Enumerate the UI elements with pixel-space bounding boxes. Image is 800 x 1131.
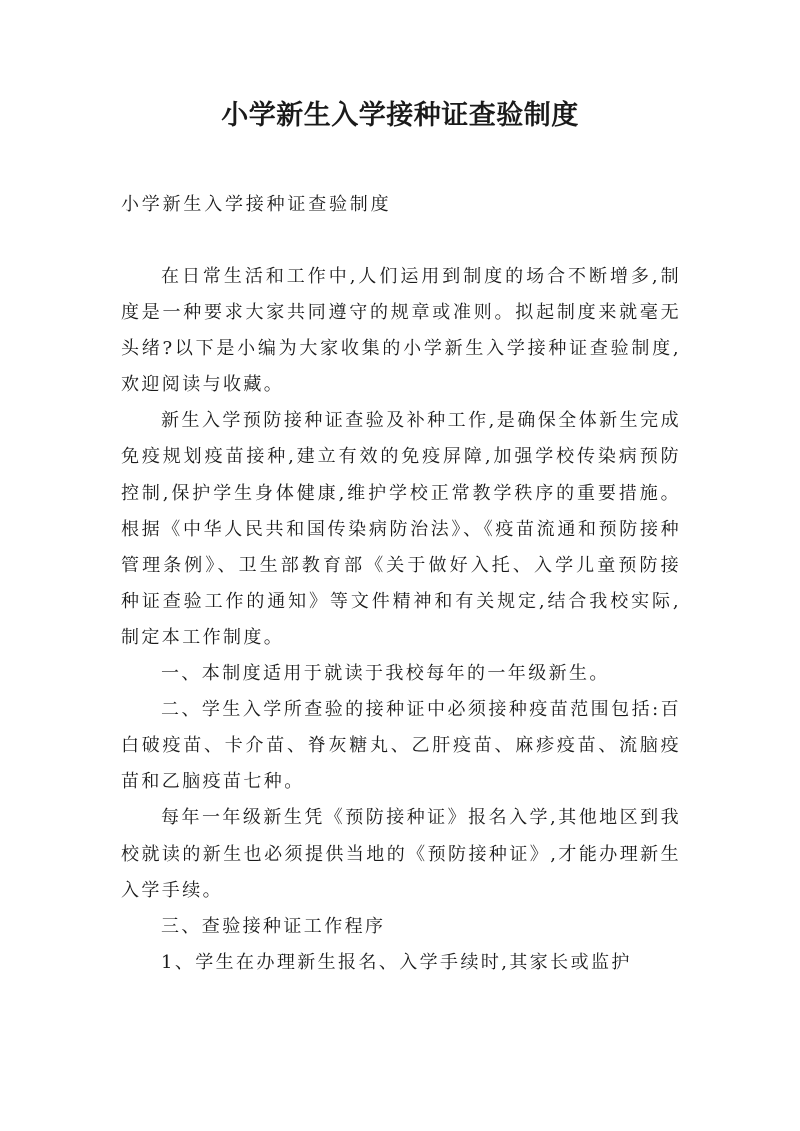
paragraph-procedure-heading: 三、查验接种证工作程序 [161, 915, 386, 937]
paragraph-intro: 在日常生活和工作中,人们运用到制度的场合不断增多,制度是一种要求大家共同遵守的规章或准则。拟起制度来就毫无头绪?以下是小编为大家收集的小学新生入学接种证查验制度,欢迎阅读与收藏。 [121, 266, 681, 396]
paragraph-purpose: 新生入学预防接种证查验及补种工作,是确保全体新生完成免疫规划疫苗接种,建立有效的免疫屏障,加强学校传染病预防控制,保护学生身体健康,维护学校正常教学秩序的重要措施。根据《中华人民共和国传染病防治法》、《疫苗流通和预防接种管理条例》、卫生部教育部《关于做好入托、入学儿童预防接种证查验工作的通知》等文件精神和有关规定,结合我校实际,制定本工作制度。 [121, 410, 681, 648]
paragraph-scope: 一、本制度适用于就读于我校每年的一年级新生。 [161, 663, 610, 685]
document-title: 小学新生入学接种证查验制度 [221, 100, 579, 131]
paragraph-procedure-step-1: 1、学生在办理新生报名、入学手续时,其家长或监护 [161, 951, 632, 973]
paragraph-enrollment: 每年一年级新生凭《预防接种证》报名入学,其他地区到我校就读的新生也必须提供当地的《预防接种证》,才能办理新生入学手续。 [121, 807, 681, 901]
paragraph-vaccine-range: 二、学生入学所查验的接种证中必须接种疫苗范围包括:百白破疫苗、卡介苗、脊灰糖丸、乙肝疫苗、麻疹疫苗、流脑疫苗和乙脑疫苗七种。 [121, 699, 681, 793]
document-body [121, 259, 681, 981]
document-subtitle: 小学新生入学接种证查验制度 [121, 194, 392, 215]
